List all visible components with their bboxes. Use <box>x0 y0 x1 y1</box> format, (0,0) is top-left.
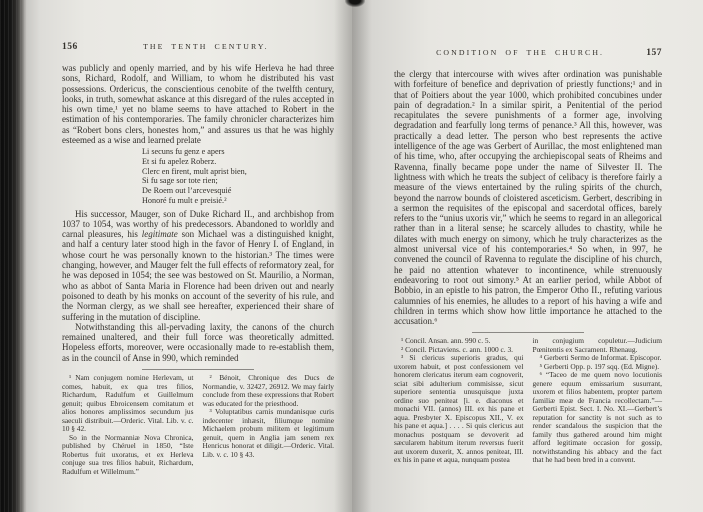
footnote: ² Bénoit, Chronique des Ducs de Normandie, v. 32427, 26912. We may fairly conclude from these expressions that Robert was educated for the priesthood. <box>202 373 334 408</box>
left-running-head: THE TENTH CENTURY. <box>143 42 269 51</box>
footnote-column <box>533 337 663 465</box>
left-page-header <box>62 42 334 52</box>
footnote-rule <box>142 369 254 370</box>
footnote: ³ Si clericus superioris gradus, qui uxorem habuit, et post confessionem vel honorem clericatus iterum eam cognoverit, sciat sibi adulterium commisisse, sicut superiore sententia unusquisque juxta ordine suo peniteat [i. e. diaconus et monachi VII. (annos) III. ex his pane et aqua. Presbyter X. Episcopus XII., V. ex his pane et aqua.] . . . . Si quis clericus aut monachus postquam se devoverit ad sæcularem habitum iterum reversus fuerit aut uxorem duxerit, X. annos peniteat, III. ex his in pane et aqua, nunquam postea <box>394 353 524 465</box>
binding-edge-shadow <box>0 0 27 512</box>
paragraph <box>62 209 334 322</box>
right-page-header <box>394 48 662 58</box>
footnote: ¹ Nam conjugem nomine Herlevam, ut comes, habuit, ex qua tres filios, Richardum, Radulfum et Guillelmum genuit; quibus Ebroicensem comitatum et alios honores amplissimos secundum jus saeculi distribuit.—Orderic. Vital. Lib. v. c. 10 § 42. <box>62 373 194 434</box>
verse-line: Clerc en firent, mult aprist bien, <box>142 166 247 176</box>
left-page-content <box>62 42 334 476</box>
footnote-rule <box>472 332 584 333</box>
right-page-content <box>394 48 662 465</box>
left-body-text <box>62 63 334 363</box>
paragraph-continuation: was publicly and openly married, and by his wife Herleva he had three sons, Richard, Rodolf, and William, to whom he distributed his vast possessions. Ordericus, the conscientious cenobite of the twelfth century, looks, in truth, somewhat askance at this disregard of the rules accepted in his own time,¹ yet no blame seems to have attached to Robert in the estimation of his contemporaries. The family chronicler characterizes him as “Robert bons clers, honestes hom,” and assures us that he was highly esteemed as a wise and learned prelate <box>62 63 334 146</box>
footnote: ² Concil. Pictaviens. c. ann. 1000 c. 3. <box>401 344 514 354</box>
footnote: So in the Normanniæ Nova Chronica, published by Chéruel in 1850, “Iste Robertus fuit uxoratus, et ex Herleva conjuge sua tres filios habuit, Richardum, Radulfum et Willelmum.” <box>62 432 194 476</box>
right-footnotes <box>394 337 662 465</box>
right-page-number: 157 <box>646 48 662 58</box>
verse-line: Si fu sage sor tote rien; <box>142 176 218 186</box>
footnote: ⁵ Gerberti Opp. p. 197 sqq. (Ed. Migne). <box>539 361 660 371</box>
paragraph-text: His successor, Mauger, son of Duke Richard II., and archbishop from 1037 to 1054, was worthy of his predecessors. Abandoned to worldly and carnal pleasures, his <box>62 208 334 240</box>
footnote-column <box>62 374 194 476</box>
verse-line: Li secuns fu genz e apers <box>142 147 225 157</box>
left-footnotes <box>62 374 334 476</box>
footnote-continuation: in conjugium copuletur.—Judicium Pœnitentis ex Sacrament. Rhenaug. <box>532 336 662 354</box>
verse-line: Et si fu apelez Roberz. <box>142 157 217 167</box>
left-page-number: 156 <box>62 42 78 52</box>
verse-line: Honoré fu mult e preisié.² <box>142 195 227 205</box>
paragraph-text: son Michael was a distinguished knight, and half a century later stood high in the favor of Henry I. of England, in whose court he was personally known to the historian.³ The times were changing, however, and Mauger felt the full effects of reformatory zeal, for he was deposed in 1054; the see was bestowed on St. Maurilio, a Norman, who as abbot of Santa Maria in Florence had been driven out and nearly poisoned to death by his monks on account of the severity of his rule, and the Norman clergy, as we shall see hereafter, experienced their share of suffering in the mutation of discipline. <box>62 229 334 322</box>
footnote: ⁴ Gerberti Sermo de Informat. Episcopor. <box>539 353 662 363</box>
right-running-head: CONDITION OF THE CHURCH. <box>436 48 605 57</box>
footnote: ³ Voluptatibus carnis mundanisque curis indecenter inhæsit, filiumque nomine Michaelem probum militem et legitimum genuit, quem in Anglia jam senem rex Henricus honorat et diligit.—Orderic. Vital. Lib. v. c. 10 § 43. <box>202 407 334 459</box>
footnote: ¹ Concil. Ansan. ann. 990 c. 5. <box>401 336 491 346</box>
spine-top-mark <box>345 0 365 7</box>
italic-word: legitimate <box>141 229 178 240</box>
verse-block <box>142 147 334 205</box>
footnote-column <box>203 374 335 476</box>
footnote: ⁶ “Taceo de me quem novo locutionis genere equum emissarium susurrant, uxorem et filios habentem, propter partem familiæ meæ de Francia recollectam.”—Gerberti Epist. Sect. I. No. XI.—Gerbert’s reputation for sanctity is not such as to render scandalous the suspicion that the family thus gathered around him might afford legitimate occasion for gossip, notwithstanding his abbacy and the fact that he had been bred in a convent. <box>532 370 662 465</box>
paragraph: Notwithstanding this all-pervading laxity, the canons of the church remained unaltered, and their full force was theoretically admitted. Hopeless efforts, moreover, were occasionally made to re-establish them, as in the council of Anse in 990, which reminded <box>62 321 334 363</box>
paragraph-continuation: the clergy that intercourse with wives after ordination was punishable with forfeiture of benefice and deprivation of priestly functions;¹ and in that of Poitiers about the year 1000, which prohibited concubines under pain of degradation.² In a similar spirit, a Penitential of the period recapitulates the severe punishments of a former age, involving degradation and fearfully long terms of penance.³ All this, however, was practically a dead letter. The person who best represents the active intelligence of the age was Gerbert of Aurillac, the most enlightened man of his time, who, after occupying the archiepiscopal seats of Rheims and Ravenna, finally became pope under the name of Silvester II. The lightness with which he treats the subject of celibacy is therefore fairly a measure of the views entertained by the ruling spirits of the church, beyond the narrow bounds of cloistered asceticism. Gerbert, describing in a sermon the requisites of the episcopal and sacerdotal offices, barely refers to the “unius uxoris vir,” which he seems to regard in an allegorical rather than in a literal sense; he scarcely alludes to chastity, while he dilates with much energy on simony, which he truly characterizes as the almost universal vice of his contemporaries.⁴ So when, in 997, he convened the council of Ravenna to regulate the discipline of his church, he paid no attention whatever to incontinence, while strenuously endeavoring to root out simony.⁵ At an earlier period, while Abbot of Bobbio, in an epistle to his patron, the Emperor Otho II., refuting various calumnies of his enemies, he alludes to a report of his having a wife and children in terms which show how little importance he attached to the accusation.⁶ <box>394 69 662 327</box>
right-body-text <box>394 69 662 326</box>
verse-line: De Roem out l’arcevesquié <box>142 186 232 196</box>
footnote-column <box>394 337 524 465</box>
